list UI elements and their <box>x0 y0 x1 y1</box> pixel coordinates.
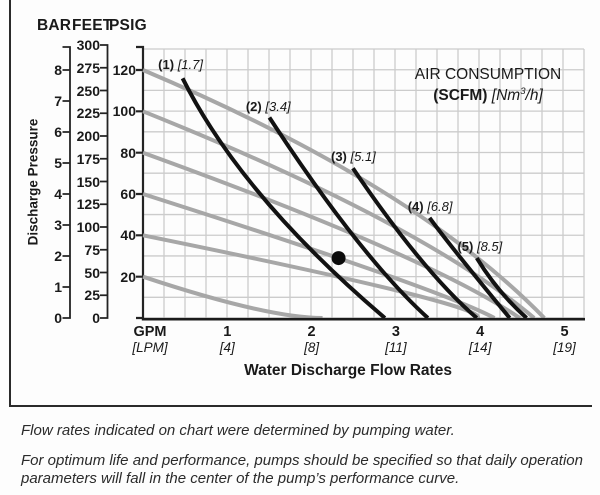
feet-tick-label: 100 <box>76 219 100 235</box>
feet-tick-label: 175 <box>76 150 100 167</box>
air-consumption-units: (SCFM) [Nm$^3$/h] <box>433 86 543 105</box>
bar-tick-label: 5 <box>54 155 62 171</box>
bar-tick-label: 4 <box>54 186 62 202</box>
feet-tick-label: 200 <box>76 128 100 144</box>
feet-tick-label: 275 <box>76 59 100 76</box>
psig-tick-label: 80 <box>120 144 136 161</box>
air-curve-label-1: (1) [1.7] <box>158 56 203 72</box>
x-tick-label-4: 4 [14] <box>468 324 492 355</box>
feet-tick-label: 125 <box>76 196 100 213</box>
psig-tick-label: 40 <box>120 227 136 244</box>
bar-tick-label: 0 <box>54 310 62 326</box>
psig-tick-label: 120 <box>112 61 136 78</box>
bar-tick-label: 8 <box>54 62 62 78</box>
footnote-1: Flow rates indicated on chart were determined by pumping water. <box>21 422 455 439</box>
x-tick-label-3: 3 [11] <box>385 324 407 355</box>
bar-tick-label: 6 <box>54 124 62 140</box>
footnote-2: For optimum life and performance, pumps should be specified so that daily operation parameters will fall in the center of the pump’s performance curve. <box>21 452 583 487</box>
feet-tick-label: 75 <box>84 241 100 258</box>
feet-tick-label: 25 <box>84 287 100 304</box>
feet-tick-label: 0 <box>92 310 100 326</box>
feet-tick-label: 150 <box>76 173 100 190</box>
x-axis-title: Water Discharge Flow Rates <box>244 362 452 379</box>
bar-tick-label: 1 <box>54 279 62 295</box>
psig-tick-label: 20 <box>120 268 136 285</box>
feet-tick-label: 225 <box>76 105 100 122</box>
air-curve-label-5: (5) [8.5] <box>457 238 503 254</box>
bar-axis-header: BAR <box>37 17 72 34</box>
feet-tick-label: 50 <box>84 264 100 281</box>
psig-tick-label: 100 <box>112 103 136 120</box>
bar-tick-label: 2 <box>54 248 62 264</box>
air-consumption-title: AIR CONSUMPTION <box>414 66 562 83</box>
air-curve-label-2: (2) [3.4] <box>245 99 291 115</box>
feet-tick-label: 250 <box>76 82 100 99</box>
x-tick-label-1: 1 [4] <box>219 324 235 355</box>
air-consumption-legend <box>393 66 583 104</box>
air-curve-label-4: (4) [6.8] <box>407 199 453 215</box>
y-axis-title: Discharge Pressure <box>25 118 41 246</box>
psig-tick-label: 60 <box>120 185 136 202</box>
psig-axis-header: PSIG <box>109 17 147 34</box>
feet-tick-label: 300 <box>76 37 100 53</box>
feet-axis-header: FEET <box>72 17 113 34</box>
air-curve-label-3: (3) [5.1] <box>330 148 376 164</box>
x-tick-label-5: 5 [19] <box>553 324 576 355</box>
bar-tick-label: 7 <box>54 93 62 109</box>
psig-axis-bracket <box>136 47 143 318</box>
operating-point-dot <box>332 251 346 265</box>
bar-tick-label: 3 <box>54 217 62 233</box>
x-unit-label: GPM [LPM] <box>132 324 168 355</box>
x-tick-label-2: 2 [8] <box>304 324 320 355</box>
